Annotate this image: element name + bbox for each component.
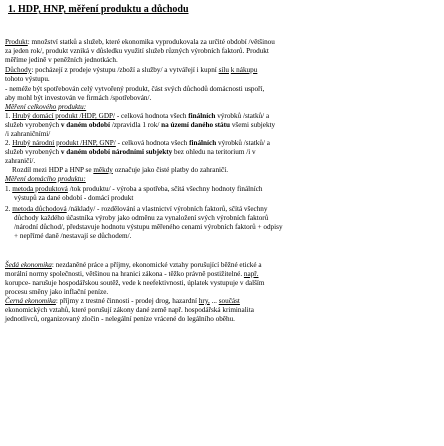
m1-number: 1. bbox=[5, 185, 13, 193]
seda-l2b: např. bbox=[243, 270, 259, 278]
cerna-underlined-1: hry, bbox=[198, 297, 210, 305]
hdp-final: finálních bbox=[188, 112, 216, 120]
seda-line-2 bbox=[5, 270, 259, 279]
seda-line-4: procesu směny jako inflační peníze. bbox=[5, 288, 109, 296]
hdp-l2c: /zpravidla 1 rok/ bbox=[110, 121, 162, 129]
m2-number: 2. bbox=[5, 205, 13, 213]
hnp-final: finálních bbox=[189, 139, 217, 147]
hdp-l2b: v daném období bbox=[60, 121, 111, 129]
produkt-line-1 bbox=[5, 38, 275, 47]
hnp-end: výrobků /statků/ a bbox=[216, 139, 270, 147]
duchody-line-2: tohoto výstupu. bbox=[5, 75, 50, 83]
m2-name: metoda důchodová bbox=[12, 205, 67, 213]
metoda2-line-2: důchody každého účastníka výroby jako odměnu za vynaložení svých výrobních faktorů bbox=[14, 214, 269, 222]
cerna-underlined-2: součást bbox=[218, 297, 240, 305]
seda-text: : nezdaněné práce a příjmy, ekonomické vztahy porušující běžné etické a bbox=[51, 261, 262, 269]
hnp-name: Hrubý národní produkt /HNP, GNP/ bbox=[12, 139, 116, 147]
hnp-l2a: služeb vyrobených bbox=[5, 148, 61, 156]
hnp-number: 2. bbox=[5, 139, 13, 147]
produkt-line-3: měříme jedině v peněžních jednotkách. bbox=[5, 56, 118, 64]
metoda2-line-1 bbox=[5, 205, 267, 214]
hnp-mid: - celková hodnota všech bbox=[115, 139, 190, 147]
metoda1-line-2: výstupů za dané období - domácí produkt bbox=[14, 194, 134, 202]
hnp-l2c: bez ohledu na teritorium /i v bbox=[172, 148, 256, 156]
hnp-line-1 bbox=[5, 139, 270, 148]
duchody-underlined-2: k nákupu bbox=[230, 66, 258, 74]
duchody-line-1 bbox=[5, 66, 257, 75]
produkt-label: Produkt bbox=[5, 38, 28, 46]
seda-line-3: korupce- narušuje hospodářskou soutěž, vede k neefektivnosti, úplatek vystupuje v dalším bbox=[5, 279, 265, 287]
cerna-line-2: ekonomických vztahů, které porušují zákony dané země např. hospodářská kriminalita bbox=[5, 306, 254, 314]
hnp-l2b: v daném období národními subjekty bbox=[60, 148, 173, 156]
produkt-text: : množství statků a služeb, které ekonomika vyprodukovala za určité období /většinou bbox=[27, 38, 275, 46]
seda-l2: morální normy společnosti, většinou na hranici zákona - těžko právně postižitelné. bbox=[5, 270, 244, 278]
hdp-number: 1. bbox=[5, 112, 13, 120]
hnp-line-3: zahraničí/. bbox=[5, 157, 36, 165]
rozdil-b: měkdy bbox=[93, 166, 113, 174]
hdp-mid: - celková hodnota všech bbox=[115, 112, 189, 120]
hdp-l2e: všemi subjekty bbox=[230, 121, 276, 129]
cerna-text: : příjmy z trestné činnosti - prodej drog, hazardní bbox=[55, 297, 199, 305]
metoda2-line-4: + nepřímé daně /nestavají se důchodem/. bbox=[14, 232, 132, 240]
rozdil-line bbox=[12, 166, 228, 175]
hdp-end: výrobků /statků/ a bbox=[215, 112, 270, 120]
duchody-text: : pocházejí z prodeje výstupu /zboží a služby/ a vytvářejí i kupní bbox=[31, 66, 219, 74]
duchody-label: Důchody bbox=[5, 66, 32, 74]
hdp-line-3: /i zahraničními/ bbox=[5, 130, 51, 138]
seda-line-1 bbox=[5, 261, 262, 270]
hdp-line-2 bbox=[5, 121, 275, 130]
mereni-domaciho-heading: Měření domácího produktu: bbox=[5, 175, 86, 183]
cerna-space: ... bbox=[209, 297, 219, 305]
duchody-underlined-1: sílu bbox=[218, 66, 229, 74]
mereni-celkoveho-heading: Měření celkového produktu: bbox=[5, 103, 87, 111]
hdp-line-1 bbox=[5, 112, 269, 121]
duchody-line-3: - neméže být spotřebován celý vytvořený produkt, část svých důchodů domácnosti uspoří, bbox=[5, 85, 265, 93]
metoda1-line-1 bbox=[5, 185, 263, 194]
hdp-l2a: služeb vyrobených bbox=[5, 121, 61, 129]
m2-text: /náklady/ - rozdělování a vlastnictví výrobních faktorů, sčítá všechny bbox=[66, 205, 268, 213]
page-title: 1. HDP, HNP, měření produktu a důchodu bbox=[8, 4, 189, 15]
metoda2-line-3: /národní důchod/, představuje hodnotu výstupu měřeného cenami výrobních faktorů + odpisy bbox=[14, 223, 283, 231]
produkt-line-2: za jeden rok/, produkt vzniká v důsledku využití služeb různých výrobních faktorů. Produkt bbox=[5, 47, 269, 55]
cerna-line-1 bbox=[5, 297, 240, 306]
rozdil-a: Rozdíl mezi HDP a HNP se bbox=[12, 166, 94, 174]
hdp-name: Hrubý domácí produkt /HDP, GDP/ bbox=[12, 112, 116, 120]
cerna-label: Černá ekonomika bbox=[5, 297, 56, 305]
duchody-line-4: aby mohl být investován ve firmách /spotřebován/. bbox=[5, 94, 152, 102]
m1-name: metoda produktová bbox=[12, 185, 68, 193]
seda-label: Šedá ekonomika bbox=[5, 261, 52, 269]
cerna-line-3: jednotlivců, organizovaný zločin - nelegální peníze vrácené do legálního oběhu. bbox=[5, 315, 235, 323]
hnp-line-2 bbox=[5, 148, 256, 157]
m1-text: /tok produktu/ - výroba a spotřeba, sčítá všechny hodnoty finálních bbox=[67, 185, 263, 193]
hdp-l2d: na území daného státu bbox=[161, 121, 231, 129]
rozdil-c: označuje jako čisté platby do zahraničí. bbox=[112, 166, 229, 174]
